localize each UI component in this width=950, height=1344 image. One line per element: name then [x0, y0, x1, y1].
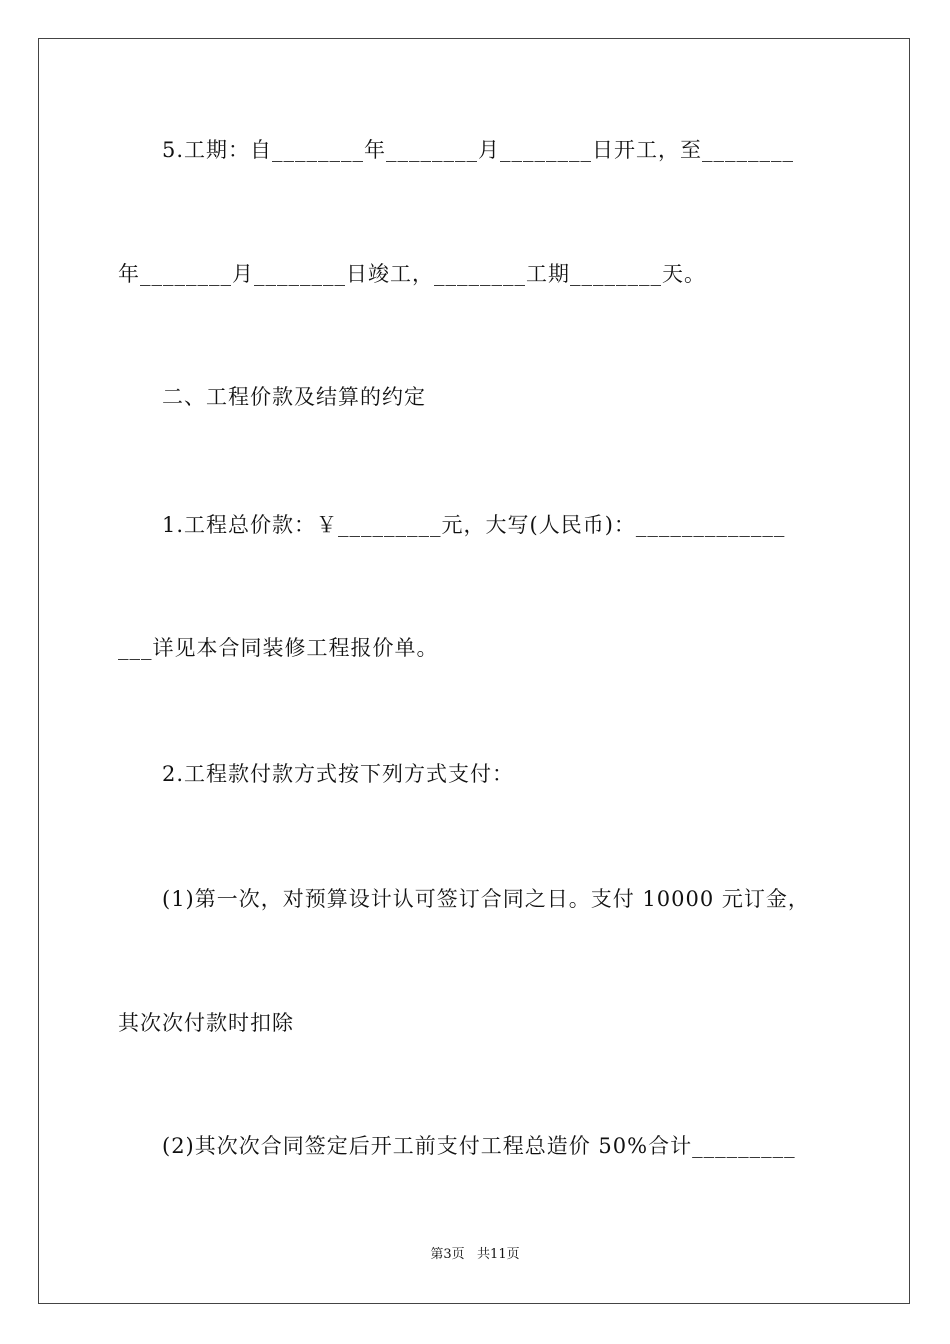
paragraph-payment-method: 2.工程款付款方式按下列方式支付：: [162, 762, 515, 786]
paragraph-construction-period: 5.工期：自________年________月________日开工，至________: [162, 138, 795, 162]
page-border: [38, 38, 910, 1304]
paragraph-total-price: 1.工程总价款：￥_________元，大写(人民币)：_____________: [162, 513, 786, 537]
paragraph-construction-period-continued: 年________月________日竣工，________工期________天。: [118, 262, 706, 286]
paragraph-second-payment: (2)其次次合同签定后开工前支付工程总造价 50%合计_________: [162, 1134, 796, 1158]
page-number-footer: 第3页 共11页: [430, 1247, 520, 1262]
paragraph-first-payment-continued: 其次次付款时扣除: [118, 1011, 294, 1035]
paragraph-total-price-continued: ___详见本合同装修工程报价单。: [118, 636, 439, 660]
paragraph-first-payment: (1)第一次，对预算设计认可签订合同之日。支付 10000 元订金，: [162, 887, 810, 911]
section-heading-price-settlement: 二、工程价款及结算的约定: [162, 385, 426, 409]
